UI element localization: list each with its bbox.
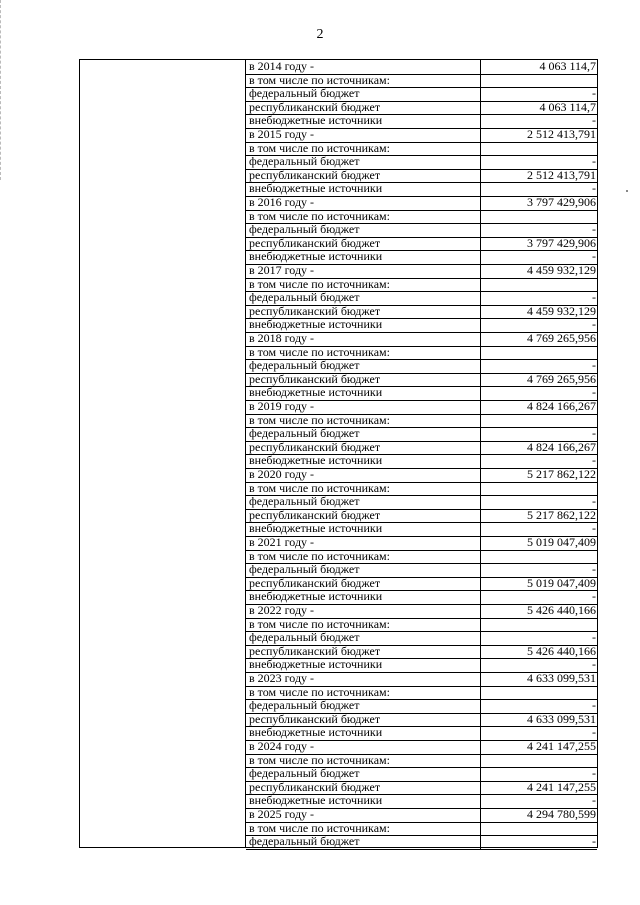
row-label: федеральный бюджет [249,631,360,645]
row-value: 4 459 932,129 [480,305,597,319]
row-label: внебюджетные источники [249,590,383,604]
row-value [480,618,597,632]
row-label: в том числе по источникам: [249,685,390,699]
row-label: республиканский бюджет [249,644,381,658]
row-value: 4 769 265,956 [480,332,597,346]
republic-budget-row [246,509,597,524]
row-value [480,142,597,156]
row-label: в том числе по источникам: [249,209,390,223]
row-label: республиканский бюджет [249,440,381,454]
row-value: - [480,767,597,781]
row-label: республиканский бюджет [249,304,381,318]
scan-speck [626,190,628,192]
row-value: 4 633 099,531 [480,713,597,727]
sources-heading-row [246,754,597,769]
republic-budget-row [246,781,597,796]
republic-budget-row [246,645,597,660]
year-total-row [246,196,597,211]
row-value: 4 824 166,267 [480,441,597,455]
row-value: - [480,386,597,400]
row-value: - [480,726,597,740]
row-label: в 2016 году - [249,196,315,209]
year-total-row [246,808,597,823]
row-label: в том числе по источникам: [249,753,390,767]
row-label: в 2023 году - [249,672,315,685]
row-value [480,278,597,292]
year-total-row [246,672,597,687]
row-value: 5 217 862,122 [480,468,597,482]
republic-budget-row [246,373,597,388]
row-label: федеральный бюджет [249,495,360,509]
page-number: 2 [316,27,324,42]
row-value [480,414,597,428]
republic-budget-row [246,713,597,728]
row-label: внебюджетные источники [249,454,383,468]
row-label: республиканский бюджет [249,100,381,114]
row-value [480,74,597,88]
row-value: - [480,794,597,808]
row-value: 4 241 147,255 [480,781,597,795]
sources-heading-row [246,210,597,225]
republic-budget-row [246,237,597,252]
row-value: 5 019 047,409 [480,577,597,591]
row-value: 3 797 429,906 [480,196,597,210]
row-label: в 2025 году - [249,808,315,821]
republic-budget-row [246,305,597,320]
row-label: в 2024 году - [249,740,315,753]
row-value: - [480,318,597,332]
row-value: 4 824 166,267 [480,400,597,414]
row-value: - [480,495,597,509]
year-total-row [246,468,597,483]
row-value: 4 063 114,7 [480,101,597,115]
row-value: - [480,182,597,196]
row-label: в том числе по источникам: [249,617,390,631]
row-value: 5 426 440,166 [480,645,597,659]
row-value: - [480,590,597,604]
row-label: внебюджетные источники [249,726,383,740]
row-label: республиканский бюджет [249,372,381,386]
row-value: - [480,699,597,713]
row-label: в 2021 году - [249,536,315,549]
row-label: в том числе по источникам: [249,413,390,427]
row-label: федеральный бюджет [249,223,360,237]
row-label: федеральный бюджет [249,563,360,577]
sources-heading-row [246,550,597,565]
row-value: - [480,223,597,237]
year-total-row [246,536,597,551]
row-label: внебюджетные источники [249,318,383,332]
sources-heading-row [246,346,597,361]
sources-heading-row [246,142,597,157]
sources-heading-row [246,618,597,633]
row-label: в том числе по источникам: [249,73,390,87]
row-value: 5 426 440,166 [480,604,597,618]
row-value: - [480,563,597,577]
row-value: 2 512 413,791 [480,169,597,183]
republic-budget-row [246,441,597,456]
year-total-row [246,60,597,75]
republic-budget-row [246,577,597,592]
row-value: - [480,359,597,373]
federal-budget-row [246,835,597,850]
row-label: внебюджетные источники [249,658,383,672]
row-label: в том числе по источникам: [249,481,390,495]
row-label: в том числе по источникам: [249,549,390,563]
sources-heading-row [246,278,597,293]
row-value: - [480,427,597,441]
row-value: 4 459 932,129 [480,264,597,278]
row-label: в 2022 году - [249,604,315,617]
row-label: в том числе по источникам: [249,277,390,291]
row-label: внебюджетные источники [249,386,383,400]
row-label: федеральный бюджет [249,699,360,713]
row-label: в 2014 году - [249,60,315,73]
sources-heading-row [246,482,597,497]
row-value: 4 294 780,599 [480,808,597,822]
year-total-row [246,400,597,415]
row-label: в 2019 году - [249,400,315,413]
row-value [480,550,597,564]
row-label: в том числе по источникам: [249,141,390,155]
row-label: республиканский бюджет [249,576,381,590]
row-label: федеральный бюджет [249,767,360,781]
row-label: в 2018 году - [249,332,315,345]
row-value [480,482,597,496]
row-value: 4 769 265,956 [480,373,597,387]
row-label: федеральный бюджет [249,87,360,101]
row-value: 2 512 413,791 [480,128,597,142]
year-total-row [246,740,597,755]
row-value: - [480,454,597,468]
row-label: федеральный бюджет [249,291,360,305]
year-total-row [246,128,597,143]
funding-rows [246,60,597,847]
row-value: - [480,291,597,305]
sources-heading-row [246,822,597,837]
row-label: федеральный бюджет [249,155,360,169]
row-label: внебюджетные источники [249,114,383,128]
row-label: в 2020 году - [249,468,315,481]
year-total-row [246,332,597,347]
table-left-column [80,60,246,847]
row-value: 5 019 047,409 [480,536,597,550]
row-value: - [480,250,597,264]
year-total-row [246,264,597,279]
row-label: внебюджетные источники [249,522,383,536]
row-value: - [480,155,597,169]
row-value: 4 063 114,7 [480,60,597,74]
row-label: республиканский бюджет [249,168,381,182]
row-value [480,754,597,768]
row-label: внебюджетные источники [249,250,383,264]
row-value: - [480,522,597,536]
row-value: 3 797 429,906 [480,237,597,251]
row-label: в том числе по источникам: [249,821,390,835]
row-label: республиканский бюджет [249,712,381,726]
row-label: республиканский бюджет [249,780,381,794]
row-value: - [480,835,597,849]
row-label: республиканский бюджет [249,236,381,250]
funding-table [79,59,598,848]
sources-heading-row [246,686,597,701]
sources-heading-row [246,74,597,89]
row-label: в 2017 году - [249,264,315,277]
row-label: в 2015 году - [249,128,315,141]
row-value: - [480,658,597,672]
row-value: 5 217 862,122 [480,509,597,523]
row-value: 4 241 147,255 [480,740,597,754]
year-total-row [246,604,597,619]
row-value [480,686,597,700]
row-value [480,346,597,360]
row-label: внебюджетные источники [249,182,383,196]
row-label: федеральный бюджет [249,427,360,441]
row-value: 4 633 099,531 [480,672,597,686]
row-value [480,210,597,224]
row-value [480,822,597,836]
row-label: республиканский бюджет [249,508,381,522]
row-value: - [480,87,597,101]
row-label: внебюджетные источники [249,794,383,808]
republic-budget-row [246,169,597,184]
row-label: федеральный бюджет [249,359,360,373]
row-value: - [480,631,597,645]
row-label: федеральный бюджет [249,835,360,849]
row-value: - [480,114,597,128]
republic-budget-row [246,101,597,116]
sources-heading-row [246,414,597,429]
row-label: в том числе по источникам: [249,345,390,359]
